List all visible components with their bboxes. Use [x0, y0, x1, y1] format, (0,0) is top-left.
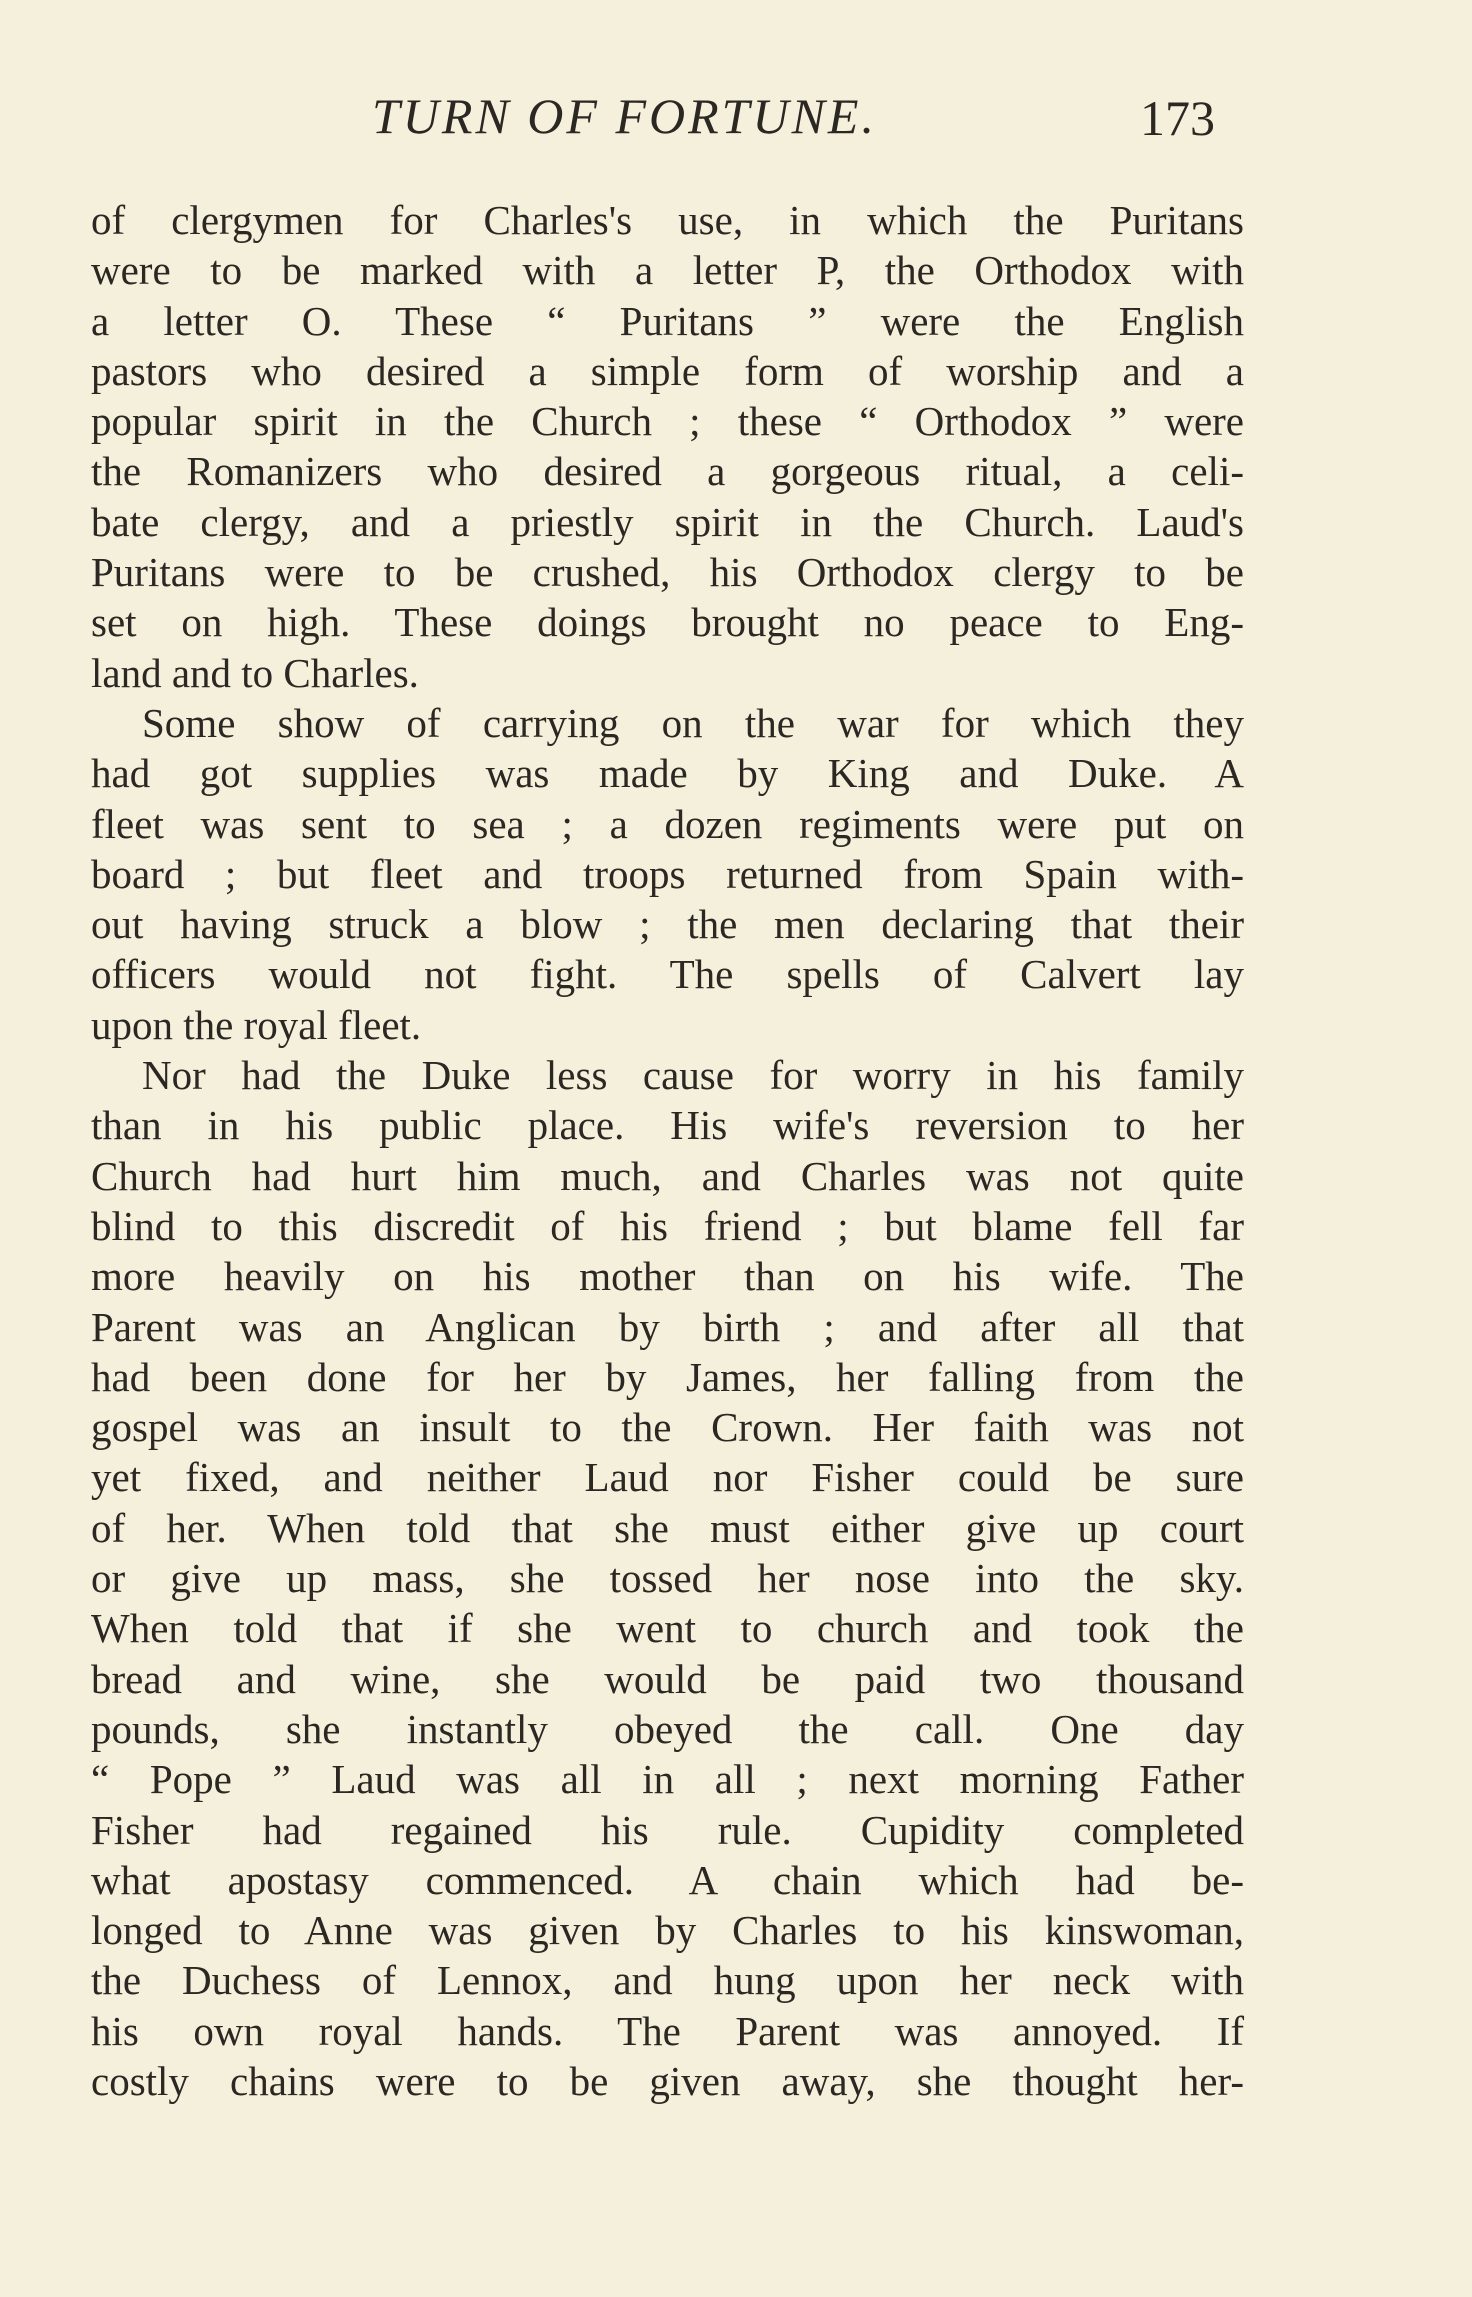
text-line: or give up mass, she tossed her nose into the sky.	[91, 1555, 1244, 1602]
text-line: pastors who desired a simple form of worship and a	[91, 347, 1244, 394]
text-line: bate clergy, and a priestly spirit in the Church. Laud's	[91, 498, 1244, 545]
text-line: gospel was an insult to the Crown. Her faith was not	[91, 1404, 1244, 1451]
text-line: the Romanizers who desired a gorgeous ritual, a celi-	[91, 448, 1244, 495]
text-line: When told that if she went to church and took the	[91, 1605, 1244, 1652]
text-line: Fisher had regained his rule. Cupidity completed	[91, 1806, 1244, 1853]
paragraph-first-line: Nor had the Duke less cause for worry in his family	[142, 1052, 1244, 1099]
text-line: what apostasy commenced. A chain which had be-	[91, 1856, 1244, 1903]
text-line: Puritans were to be crushed, his Orthodox clergy to be	[91, 549, 1244, 596]
running-title: TURN OF FORTUNE.	[372, 88, 877, 144]
body-text	[91, 195, 1244, 2106]
text-line: “ Pope ” Laud was all in all ; next morning Father	[91, 1756, 1244, 1803]
text-line: of clergymen for Charles's use, in which the Puritans	[91, 197, 1244, 243]
text-line: board ; but fleet and troops returned from Spain with-	[91, 850, 1244, 897]
paragraph-last-line: land and to Charles.	[91, 649, 419, 696]
text-line: of her. When told that she must either give up court	[91, 1504, 1244, 1551]
text-line: had been done for her by James, her falling from the	[91, 1353, 1244, 1400]
text-line: set on high. These doings brought no peace to Eng-	[91, 599, 1244, 646]
running-head	[0, 86, 1472, 146]
text-line: pounds, she instantly obeyed the call. One day	[91, 1705, 1244, 1752]
text-line: Parent was an Anglican by birth ; and after all that	[91, 1303, 1244, 1350]
text-line: costly chains were to be given away, she thought her-	[91, 2057, 1244, 2104]
text-line: Church had hurt him much, and Charles was not quite	[91, 1152, 1244, 1199]
text-line: popular spirit in the Church ; these “ Orthodox ” were	[91, 398, 1244, 445]
text-line: his own royal hands. The Parent was annoyed. If	[91, 2007, 1244, 2054]
text-line: more heavily on his mother than on his wife. The	[91, 1253, 1244, 1300]
text-line: longed to Anne was given by Charles to his kinswoman,	[91, 1907, 1244, 1954]
text-line: yet fixed, and neither Laud nor Fisher could be sure	[91, 1454, 1244, 1501]
text-line: bread and wine, she would be paid two thousand	[91, 1655, 1244, 1702]
text-line: had got supplies was made by King and Duke. A	[91, 750, 1244, 797]
paragraph-first-line: Some show of carrying on the war for which they	[142, 699, 1244, 746]
text-line: were to be marked with a letter P, the Orthodox with	[91, 247, 1244, 294]
text-line: the Duchess of Lennox, and hung upon her neck with	[91, 1957, 1244, 2004]
text-line: blind to this discredit of his friend ; but blame fell far	[91, 1202, 1244, 1249]
text-line: out having struck a blow ; the men declaring that their	[91, 901, 1244, 948]
text-line: a letter O. These “ Puritans ” were the English	[91, 297, 1244, 344]
text-line: than in his public place. His wife's reversion to her	[91, 1102, 1244, 1149]
page-number: 173	[1140, 90, 1215, 146]
text-line: officers would not fight. The spells of Calvert lay	[91, 951, 1244, 998]
paragraph-last-line: upon the royal fleet.	[91, 1001, 422, 1048]
text-line: fleet was sent to sea ; a dozen regiments were put on	[91, 800, 1244, 847]
